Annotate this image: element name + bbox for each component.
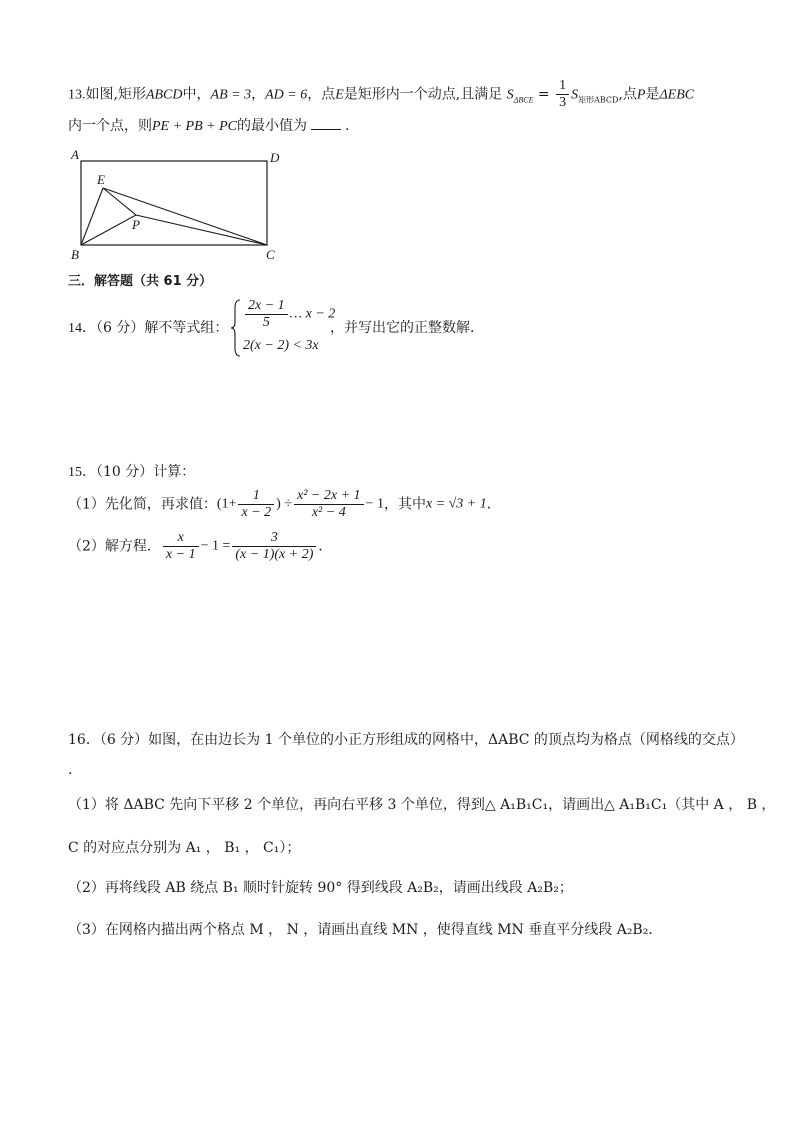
- q13-sub2: 矩形ABCD: [578, 95, 619, 105]
- q15-p1-end: ．: [486, 496, 501, 513]
- q15-p1-frac2-den: x² − 4: [311, 505, 346, 520]
- q13-expr: PE + PB + PC: [152, 119, 237, 134]
- q15-header: [68, 462, 195, 483]
- q15-p1-frac2-num: x² − 2x + 1: [294, 488, 364, 505]
- q13-figure: [60, 146, 290, 264]
- q13-line2: [68, 116, 349, 137]
- q13-frac-den: 3: [559, 95, 567, 110]
- q15-p1-frac1-den: x − 2: [241, 505, 272, 520]
- q13-p: P: [636, 87, 646, 103]
- q13-fraction: [556, 78, 569, 111]
- q15-p1-div: ) ÷: [276, 496, 293, 512]
- q15-p2-frac1-den: x − 1: [165, 547, 196, 562]
- q15-p1-label: （1）先化简，再求值：: [68, 496, 217, 513]
- q16-part1b: C 的对应点分别为 A₁ ， B₁ ， C₁）；: [68, 840, 301, 856]
- segment-bp: [81, 215, 136, 245]
- q13-line2-post: 的最小值为: [237, 118, 307, 134]
- q15-p1-open: (1+: [216, 496, 237, 512]
- q15-p1-minus: − 1: [365, 496, 384, 512]
- q14-post: ，并写出它的正整数解．: [330, 320, 484, 336]
- q13-ad: AD = 6: [265, 87, 308, 103]
- q15-part2: [68, 530, 332, 563]
- q15-p1-frac2: [294, 488, 364, 521]
- q13-mid: ，点: [307, 86, 336, 103]
- q14-ineq1-frac: [245, 298, 288, 331]
- q13-frac-num: 1: [556, 78, 569, 95]
- q14-line: [68, 318, 228, 339]
- q15-p2-frac2: [232, 530, 316, 563]
- q16-line1b: .: [68, 762, 73, 778]
- segment-ep: [103, 188, 136, 215]
- q16-part2: （2）再将线段 AB 绕点 B₁ 顺时针旋转 90° 得到线段 A₂B₂，请画出线段 A₂B₂；: [68, 880, 573, 896]
- q15-number: 15．: [68, 465, 96, 480]
- segment-pc: [136, 215, 267, 245]
- q13-rect: ABCD: [145, 87, 183, 103]
- label-e: E: [97, 172, 105, 187]
- label-c: C: [266, 247, 275, 262]
- q14-ineq1-num: 2x − 1: [245, 298, 288, 315]
- q15-p2-label: （2）解方程．: [68, 538, 161, 555]
- rectangle-abcd: [81, 161, 267, 245]
- q15-label: 计算：: [153, 464, 196, 480]
- q13-tri: ΔEBC: [659, 87, 695, 103]
- q13-point-p-pre: ,点: [618, 86, 637, 103]
- q14-ineq2: 2(x − 2) < 3x: [243, 338, 319, 353]
- q15-p1-frac1: [238, 488, 274, 521]
- section3-title: 三．解答题（共 61 分）: [68, 274, 213, 289]
- q16-part1: （1）将 ΔABC 先向下平移 2 个单位，再向右平移 3 个单位，得到△ A₁B₁C₁，请画出△ A₁B₁C₁（其中 A ， B ，: [68, 797, 776, 813]
- q16-part3: （3）在网格内描出两个格点 M ， N ，请画出直线 MN ，使得直线 MN 垂直平分线段 A₂B₂．: [68, 922, 663, 938]
- q14-system: [230, 298, 336, 358]
- segment-ec: [103, 188, 267, 245]
- q13-e: E: [335, 87, 344, 103]
- q13-is: 是: [645, 86, 660, 103]
- q14-number: 14．: [68, 321, 96, 336]
- label-p: P: [132, 217, 140, 232]
- label-d: D: [270, 150, 280, 165]
- q13-zhong: 中，: [182, 86, 211, 103]
- q15-p2-end: ．: [318, 538, 333, 555]
- q13-prefix: 如图,矩形: [85, 86, 146, 103]
- q13-end: .: [345, 118, 350, 134]
- q13-answer-blank: [311, 117, 341, 130]
- q15-p1-where: ，其中: [383, 496, 426, 513]
- segment-be: [81, 188, 103, 245]
- q13-s: S: [506, 87, 514, 103]
- q14-text: 解不等式组：: [144, 320, 229, 336]
- q13-eq: =: [533, 86, 555, 103]
- q14-ineq1-rest: … x − 2: [289, 306, 336, 322]
- q16-line1: 16．（6 分）如图，在由边长为 1 个单位的小正方形组成的网格中，ΔABC 的顶点均为格点（网格线的交点）: [68, 732, 744, 748]
- q15-p2-frac2-den: (x − 1)(x + 2): [235, 547, 314, 562]
- label-b: B: [71, 247, 79, 262]
- q13-ab: AB = 3: [210, 87, 252, 103]
- q15-p2-frac2-num: 3: [232, 530, 316, 547]
- q15-score: （10 分）: [96, 464, 154, 480]
- q14-ineq1: [243, 298, 335, 331]
- q14-score: （6 分）: [96, 320, 145, 336]
- q15-part1: [68, 488, 501, 521]
- q15-p2-frac1: [163, 530, 199, 563]
- q15-p2-frac1-num: x: [163, 530, 199, 547]
- q15-p1-x: x = √3 + 1: [425, 496, 487, 512]
- q13-desc: 是矩形内一个动点,且满足: [343, 86, 503, 103]
- q15-p1-frac1-num: 1: [238, 488, 274, 505]
- q13-line2-pre: 内一个点，则: [68, 118, 152, 134]
- q15-p2-minus: − 1 =: [200, 538, 231, 554]
- q13-line1: [68, 78, 694, 111]
- label-a: A: [71, 147, 79, 162]
- q14-ineq1-den: 5: [262, 315, 270, 330]
- q13-s2: S: [571, 87, 579, 103]
- q14-brace: [230, 298, 242, 358]
- q13-number: 13.: [68, 87, 86, 103]
- q13-sub1: ΔBCE: [513, 95, 534, 105]
- q13-comma: ，: [251, 86, 266, 103]
